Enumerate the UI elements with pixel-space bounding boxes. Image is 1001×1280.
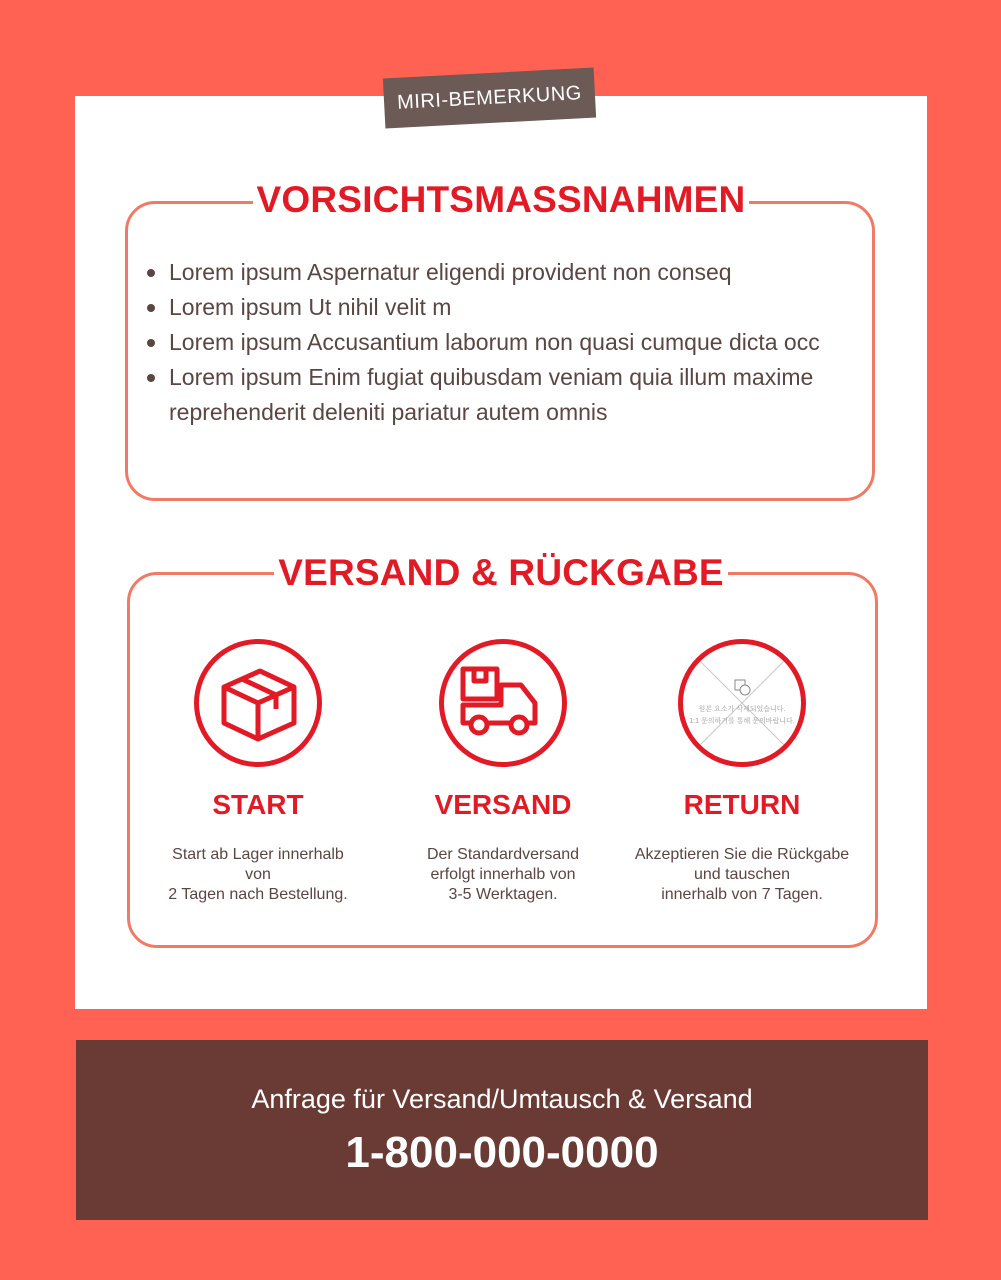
precautions-list: [145, 255, 865, 430]
list-item: Lorem ipsum Ut nihil velit m: [145, 290, 865, 325]
step-description: Start ab Lager innerhalb von 2 Tagen nach Bestellung.: [168, 846, 348, 903]
list-item: Lorem ipsum Enim fugiat quibusdam veniam quia illum maxime reprehenderit deleniti pariatur autem omnis: [145, 360, 865, 430]
tag-label: MIRI-BEMERKUNG: [383, 68, 596, 129]
deleted-notice-line: 1:1 문의하기를 통해 문의바랍니다.: [689, 718, 795, 725]
contact-footer: [76, 1040, 928, 1220]
content-card: [75, 96, 927, 1009]
precautions-title: [75, 179, 927, 221]
step-start: [138, 639, 378, 905]
shipping-title-text: VERSAND & RÜCKGABE: [274, 552, 728, 593]
contact-question: Anfrage für Versand/Umtausch & Versand: [251, 1084, 753, 1114]
phone-number[interactable]: 1-800-000-0000: [345, 1128, 659, 1177]
list-item: Lorem ipsum Aspernatur eligendi provident non conseq: [145, 255, 865, 290]
truck-icon: [439, 639, 567, 767]
list-item: Lorem ipsum Accusantium laborum non quasi cumque dicta occ: [145, 325, 865, 360]
step-description: Der Standardversand erfolgt innerhalb von 3-5 Werktagen.: [426, 846, 580, 903]
deleted-image-icon: [678, 639, 806, 767]
deleted-notice: [683, 704, 801, 728]
step-shipping: [383, 639, 623, 905]
step-label: RETURN: [683, 789, 801, 820]
step-label: START: [212, 789, 304, 820]
deleted-notice-line: 원본 요소가 삭제되었습니다.: [698, 706, 786, 713]
box-icon: [194, 639, 322, 767]
shipping-title: [75, 552, 927, 594]
step-return: [622, 639, 862, 905]
step-label: VERSAND: [434, 789, 572, 820]
step-description: Akzeptieren Sie die Rückgabe und tauschen innerhalb von 7 Tagen.: [634, 846, 850, 903]
precautions-title-text: VORSICHTSMASSNAHMEN: [253, 179, 750, 220]
